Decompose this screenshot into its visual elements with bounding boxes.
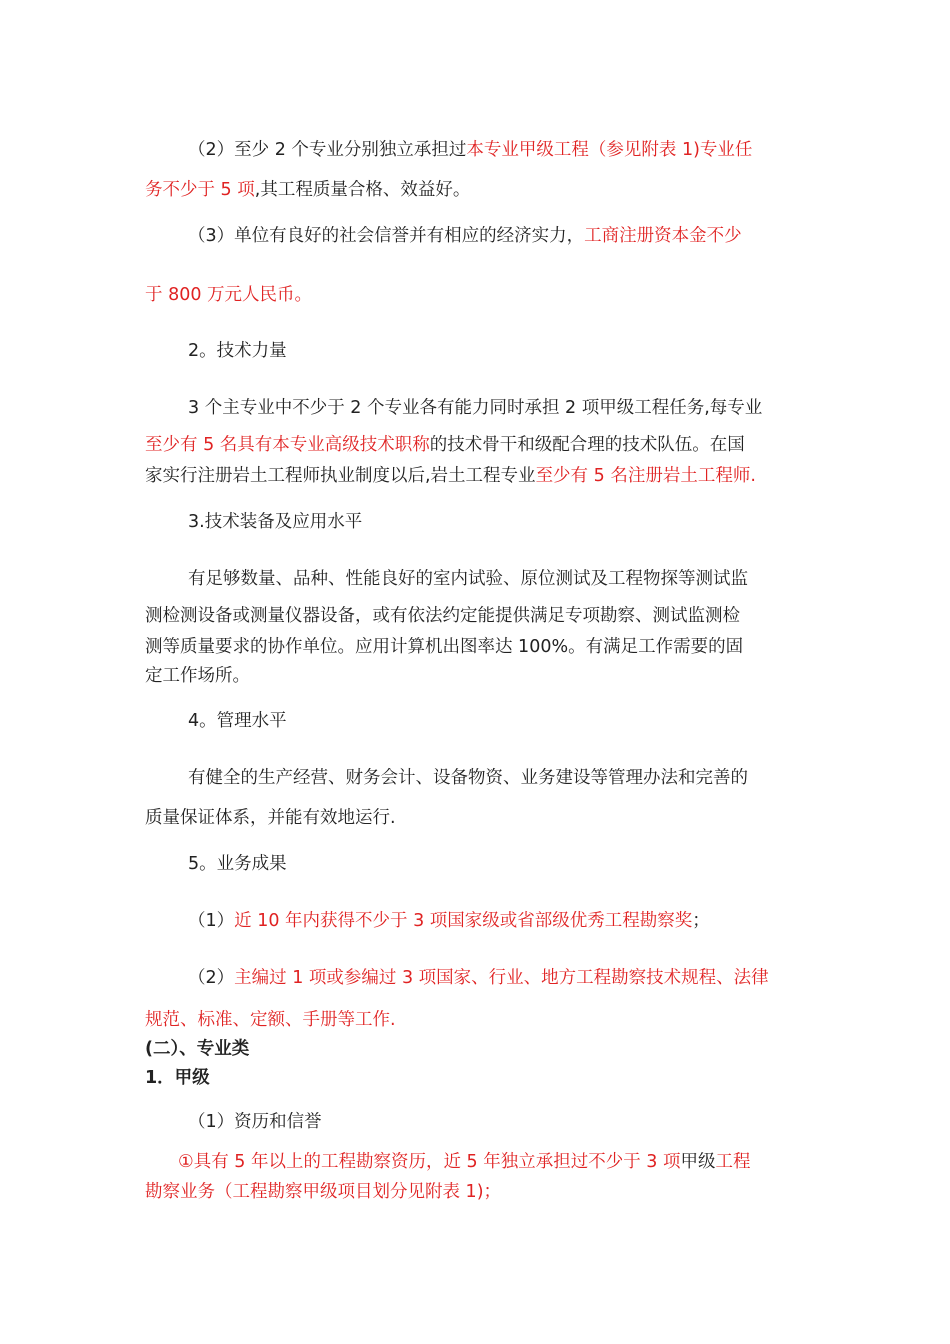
paragraph-line: 测检测设备或测量仪器设备，或有依法约定能提供满足专项勘察、测试监测检 [145,606,740,626]
paragraph-line [188,909,710,933]
paragraph-line: 测等质量要求的协作单位。应用计算机出图率达 100%。有满足工作需要的固 [145,637,744,657]
highlight-text: 务不少于 5 项 [145,180,255,200]
highlight-text: 至少有 5 名具有本专业高级技术职称 [145,435,430,455]
section-heading: (二）、专业类 [145,1039,250,1059]
text-span: （2）至少 2 个专业分别独立承担过 [188,140,467,160]
section-heading: 1．甲级 [145,1068,210,1088]
text-span: 家实行注册岩土工程师执业制度以后,岩土工程专业 [145,466,536,486]
text-span: 甲级 [680,1152,716,1172]
text-span: 的技术骨干和级配合理的技术队伍。在国 [429,435,745,455]
paragraph-line: 定工作场所。 [145,666,250,686]
paragraph-line [188,224,742,248]
text-span: ； [692,911,710,931]
paragraph-line [145,464,756,488]
paragraph-line [188,138,752,162]
paragraph-line: 有足够数量、品种、性能良好的室内试验、原位测试及工程物探等测试监 [188,569,748,589]
paragraph-line [145,178,470,202]
text-span: （3）单位有良好的社会信誉并有相应的经济实力， [188,226,585,246]
paragraph-line [188,966,769,990]
paragraph-line [145,433,745,457]
text-span: （2） [188,968,235,988]
text-span: （1） [188,911,235,931]
highlight-text: 至少有 5 名注册岩土工程师. [535,466,756,486]
paragraph-line: 有健全的生产经营、财务会计、设备物资、业务建设等管理办法和完善的 [188,768,748,788]
highlight-text: 规范、标准、定额、手册等工作. [145,1010,396,1030]
highlight-text: 于 800 万元人民币。 [145,285,313,305]
highlight-text: 工程 [715,1152,751,1172]
highlight-text: 勘察业务（工程勘察甲级项目划分见附表 1)； [145,1182,502,1202]
subsection-heading: （1）资历和信誉 [188,1112,322,1132]
paragraph-line: 3 个主专业中不少于 2 个专业各有能力同时承担 2 项甲级工程任务,每专业 [188,398,763,418]
highlight-text: ①具有 5 年以上的工程勘察资历，近 5 年独立承担过不少于 3 项 [178,1152,681,1172]
section-heading: 3.技术装备及应用水平 [188,512,363,532]
highlight-text: 工商注册资本金不少 [584,226,742,246]
highlight-text: 主编过 1 项或参编过 3 项国家、行业、地方工程勘察技术规程、法律 [234,968,769,988]
highlight-text: 近 10 年内获得不少于 3 项国家级或省部级优秀工程勘察奖 [234,911,693,931]
section-heading: 5。业务成果 [188,854,287,874]
section-heading: 2。技术力量 [188,341,287,361]
paragraph-line [178,1150,750,1174]
section-heading: 4。管理水平 [188,711,287,731]
text-span: ,其工程质量合格、效益好。 [254,180,471,200]
highlight-text: 本专业甲级工程（参见附表 1)专业任 [466,140,753,160]
paragraph-line: 质量保证体系，并能有效地运行. [145,808,396,828]
